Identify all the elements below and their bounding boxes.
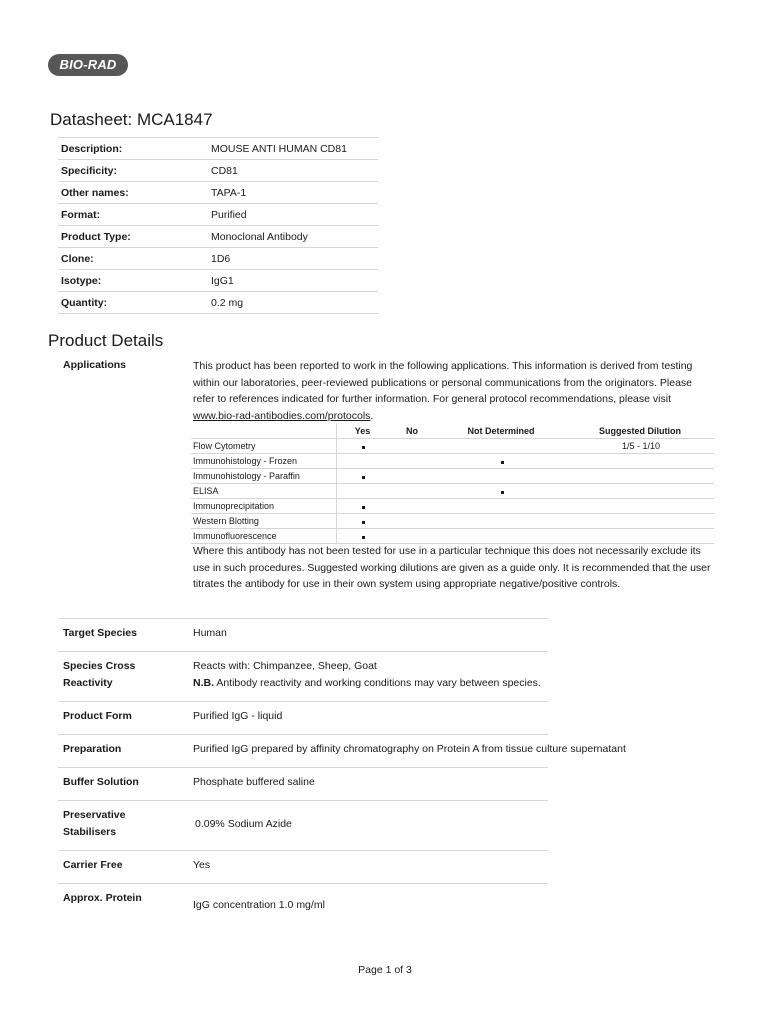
cell-nd: [436, 484, 566, 499]
suggested-dilution: [566, 514, 714, 529]
cell-yes: [337, 469, 389, 484]
summary-value: MOUSE ANTI HUMAN CD81: [211, 138, 378, 160]
page-number: Page 1 of 3: [358, 964, 412, 976]
bullet-marker: [501, 461, 504, 464]
summary-label: Format:: [58, 204, 211, 226]
summary-row: [58, 226, 378, 248]
protocols-link[interactable]: www.bio-rad-antibodies.com/protocols: [193, 409, 371, 422]
applications-note: Where this antibody has not been tested for use in a particular technique this does not necessarily exclude its use in such procedures. Suggested working dilutions are given as a guide only. It is recommended that the user titrates the antibody for use in their own system using appropriate negative/positive controls.: [193, 545, 711, 590]
summary-row: [58, 248, 378, 270]
suggested-dilution: [566, 454, 714, 469]
col-no: No: [406, 425, 418, 436]
summary-row: [58, 182, 378, 204]
cell-yes: [337, 529, 389, 544]
divider: [58, 800, 548, 801]
summary-value: Purified: [211, 204, 378, 226]
preservative-value: 0.09% Sodium Azide: [195, 818, 292, 830]
suggested-dilution: [566, 484, 714, 499]
buffer-solution-label: Buffer Solution: [63, 776, 139, 788]
bio-rad-logo: BIO-RAD: [48, 54, 128, 76]
divider: [58, 618, 548, 619]
suggested-dilution: [566, 469, 714, 484]
application-row: [191, 484, 714, 499]
suggested-dilution: 1/5 - 1/10: [566, 439, 714, 454]
application-row: [191, 514, 714, 529]
application-row: [191, 529, 714, 544]
suggested-dilution: [566, 529, 714, 544]
species-cross-label: Species Cross Reactivity: [63, 660, 136, 689]
bullet-marker: [362, 521, 365, 524]
application-row: [191, 439, 714, 454]
divider: [58, 734, 548, 735]
cell-nd: [436, 514, 566, 529]
technique-name: Immunoprecipitation: [191, 499, 337, 514]
application-row: [191, 499, 714, 514]
applications-label: Applications: [63, 359, 127, 371]
datasheet-title: Datasheet: MCA1847: [50, 110, 213, 129]
cell-no: [388, 499, 436, 514]
bullet-marker: [362, 536, 365, 539]
summary-value: Monoclonal Antibody: [211, 226, 378, 248]
technique-name: Immunohistology - Frozen: [191, 454, 337, 469]
cell-no: [388, 484, 436, 499]
product-form-label: Product Form: [63, 710, 132, 722]
carrier-free-label: Carrier Free: [63, 859, 123, 871]
bullet-marker: [362, 506, 365, 509]
cell-nd: [436, 529, 566, 544]
divider: [58, 883, 548, 884]
summary-label: Quantity:: [58, 292, 211, 314]
summary-table: [58, 137, 378, 314]
technique-name: Immunohistology - Paraffin: [191, 469, 337, 484]
summary-label: Specificity:: [58, 160, 211, 182]
species-cross-value: Reacts with: Chimpanzee, Sheep, Goat N.B. Antibody reactivity and working conditions may vary between species.: [193, 660, 541, 689]
cell-yes: [337, 499, 389, 514]
applications-table: [191, 423, 714, 544]
bullet-marker: [501, 491, 504, 494]
cell-no: [388, 469, 436, 484]
cell-no: [388, 529, 436, 544]
cell-nd: [436, 469, 566, 484]
cell-yes: [337, 454, 389, 469]
cell-no: [388, 454, 436, 469]
summary-value: 0.2 mg: [211, 292, 378, 314]
preparation-label: Preparation: [63, 743, 122, 755]
col-not-determined: Not Determined: [467, 425, 535, 436]
summary-row: [58, 204, 378, 226]
application-row: [191, 454, 714, 469]
summary-value: 1D6: [211, 248, 378, 270]
summary-value: CD81: [211, 160, 378, 182]
suggested-dilution: [566, 499, 714, 514]
divider: [58, 701, 548, 702]
technique-name: Immunofluorescence: [191, 529, 337, 544]
carrier-free-value: Yes: [193, 859, 211, 871]
divider: [58, 767, 548, 768]
summary-label: Product Type:: [58, 226, 211, 248]
product-details-title: Product Details: [48, 331, 164, 350]
buffer-solution-value: Phosphate buffered saline: [193, 776, 315, 788]
bullet-marker: [362, 476, 365, 479]
divider: [58, 850, 548, 851]
summary-row: [58, 292, 378, 314]
cell-nd: [436, 454, 566, 469]
col-suggested-dilution: Suggested Dilution: [599, 425, 681, 436]
applications-intro: This product has been reported to work in the following applications. This information is derived from testing within our laboratories, peer-reviewed publications or personal communications from the originators. Please refer to references indicated for further information. For general protocol recommendations, please visit www.bio-rad-antibodies.com/protocols.: [193, 360, 693, 422]
summary-row: [58, 270, 378, 292]
col-yes: Yes: [337, 423, 389, 439]
cell-yes: [337, 514, 389, 529]
summary-label: Isotype:: [58, 270, 211, 292]
summary-value: TAPA-1: [211, 182, 378, 204]
cell-no: [388, 514, 436, 529]
approx-protein-value: IgG concentration 1.0 mg/ml: [193, 899, 325, 911]
application-row: [191, 469, 714, 484]
cell-nd: [436, 499, 566, 514]
preparation-value: Purified IgG prepared by affinity chromatography on Protein A from tissue culture supernatant: [193, 743, 626, 755]
cell-yes: [337, 439, 389, 454]
technique-name: Flow Cytometry: [191, 439, 337, 454]
product-form-value: Purified IgG - liquid: [193, 710, 283, 722]
divider: [58, 651, 548, 652]
cell-yes: [337, 484, 389, 499]
cell-nd: [436, 439, 566, 454]
technique-name: ELISA: [191, 484, 337, 499]
summary-label: Other names:: [58, 182, 211, 204]
summary-value: IgG1: [211, 270, 378, 292]
summary-row: [58, 138, 378, 160]
summary-label: Description:: [58, 138, 211, 160]
target-species-value: Human: [193, 627, 227, 639]
approx-protein-label: Approx. Protein: [63, 892, 142, 904]
preservative-label: Preservative Stabilisers: [63, 809, 126, 838]
summary-row: [58, 160, 378, 182]
cell-no: [388, 439, 436, 454]
target-species-label: Target Species: [63, 627, 137, 639]
summary-label: Clone:: [58, 248, 211, 270]
technique-name: Western Blotting: [191, 514, 337, 529]
bullet-marker: [362, 446, 365, 449]
